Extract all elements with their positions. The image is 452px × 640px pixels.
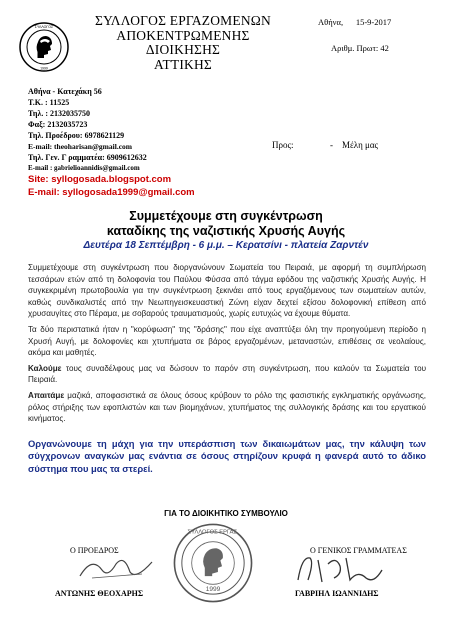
organization-name — [78, 14, 288, 72]
secretary-name: ΓΑΒΡΙΗΛ ΙΩΑΝΝΙΔΗΣ — [295, 589, 379, 598]
paragraph-demand — [28, 390, 426, 425]
paragraph-2: Τα δύο περιστατικά ήταν η "κορύφωση" της "δράσης" που είχε αναπτύξει όλη την προηγούμενη περίοδο η Χρυσή Αυγή, με δολοφονίες και χτυπήματα σε βάρος εργαζομένων, μεταναστών, επιθέσεις σε νεολαίους, ακόμα και μαθητές. — [28, 324, 426, 358]
president-role: Ο ΠΡΟΕΔΡΟΣ — [70, 546, 119, 555]
phone: Τηλ. : 2132035750 — [28, 109, 91, 118]
call-text: τους συναδέλφους μας να δώσουν το παρόν στη συγκέντρωση, που καλούν τα Σωματεία του Πειραιά. — [28, 363, 426, 385]
blog-link[interactable]: Site: syllogosada.blogspot.com — [28, 174, 172, 185]
president-phone: Τηλ. Προέδρου: 6978621129 — [28, 131, 125, 140]
secretary-signature — [288, 550, 388, 588]
svg-text:ΣΥΛΛΟΓΟΣ ΕΡΓΑΖ.: ΣΥΛΛΟΓΟΣ ΕΡΓΑΖ. — [187, 529, 239, 536]
secretary-role: Ο ΓΕΝΙΚΟΣ ΓΡΑΜΜΑΤΕΑΣ — [310, 546, 407, 555]
email-secretary: E-mail : gabrielioannidis@gmail.com — [28, 164, 140, 172]
title-line-1: Συμμετέχουμε στη συγκέντρωση — [129, 209, 323, 223]
stamp-year: 1999 — [205, 585, 221, 593]
president-signature — [72, 552, 162, 584]
official-stamp — [172, 522, 254, 604]
union-seal-logo — [19, 22, 69, 72]
org-line-3: ΔΙΟΙΚΗΣΗΣ — [145, 42, 221, 57]
svg-text:ΣΥΛΛΟΓΟΣ: ΣΥΛΛΟΓΟΣ — [34, 25, 54, 29]
email-president: E-mail: theoharisan@gmail.com — [28, 142, 133, 151]
event-details: Δευτέρα 18 Σεπτέμβρη - 6 μ.μ. – Κερατσίνι - πλατεία Ζαρντέν — [83, 240, 369, 251]
postal-code: Τ.Κ. : 11525 — [28, 98, 70, 107]
demand-text: μαζικά, αποφασιστικά σε όλους όσους κρύβουν το ρόλο της φασιστικής εγκληματικής οργάνωσης, ρόλος στήριξης των εφοπλιστών και των βιομηχάνων, χτυπήματος της συλλογικής δράσης και του εργατικού κινήματος. — [28, 390, 426, 424]
org-line-1: ΣΥΛΛΟΓΟΣ ΕΡΓΑΖΟΜΕΝΩΝ — [95, 13, 271, 28]
svg-text:1999: 1999 — [40, 66, 48, 71]
org-line-4: ΑΤΤΙΚΗΣ — [153, 56, 212, 72]
recipient-label: Προς: — [272, 140, 294, 150]
call-label: Καλούμε — [28, 363, 62, 373]
email-union[interactable]: E-mail: syllogosada1999@gmail.com — [28, 186, 195, 198]
demand-label: Απαιτάμε — [28, 390, 65, 400]
closing-statement: Οργανώνουμε τη μάχη για την υπεράσπιση των δικαιωμάτων μας, την κάλυψη των σύγχρονων αναγκών μας ενάντια σε όσους στηρίζουν κρυφά η φανερά αυτό το άδικο σύστημα που μας τα στερεί. — [28, 438, 426, 474]
recipient-value: - Μέλη μας — [330, 140, 379, 150]
document-date: Αθήνα, 15-9-2017 — [318, 17, 392, 27]
board-signoff: ΓΙΑ ΤΟ ΔΙΟΙΚΗΤΙΚΟ ΣΥΜΒΟΥΛΙΟ — [164, 509, 288, 518]
announcement-body — [28, 262, 426, 429]
secretary-phone: Τηλ. Γεν. Γ ραμματέα: 6909612632 — [28, 153, 147, 162]
announcement-title — [40, 209, 412, 239]
title-line-2: καταδίκης της ναζιστικής Χρυσής Αυγής — [106, 224, 346, 238]
fax: Φαξ: 2132035723 — [28, 120, 88, 129]
paragraph-1: Συμμετέχουμε στη συγκέντρωση που διοργανώνουν Σωματεία του Πειραιά, με αφορμή τη συμπλήρωση τεσσάρων ετών από τη δολοφονία του Παύλου Φύσσα από τάγμα εφόδου της ναζιστικής Χρυσής Αυγής. Η συγκεκριμένη πρωτοβουλία για την συγκέντρωση ξεκινάει από τους εργαζόμενους των σωματείων αυτών, καθώς συνδικαλιστές από την Νεωπηγεισκευαστική Ζώνη είχαν δεχτεί εξίσου δολοφονική επίθεση από χρυσαυγίτες στο Πέραμα, με σοβαρούς τραυματισμούς, χωρίς ευτυχώς να έχουμε θύματα. — [28, 263, 426, 319]
paragraph-call — [28, 363, 426, 386]
protocol-number: Αριθμ. Πρωτ: 42 — [331, 43, 389, 53]
org-line-2: ΑΠΟΚΕΝΤΡΩΜΕΝΗΣ — [116, 27, 250, 43]
contact-details — [28, 86, 195, 199]
address: Αθήνα - Κατεχάκη 56 — [28, 87, 102, 96]
president-name: ΑΝΤΩΝΗΣ ΘΕΟΧΑΡΗΣ — [55, 589, 144, 598]
